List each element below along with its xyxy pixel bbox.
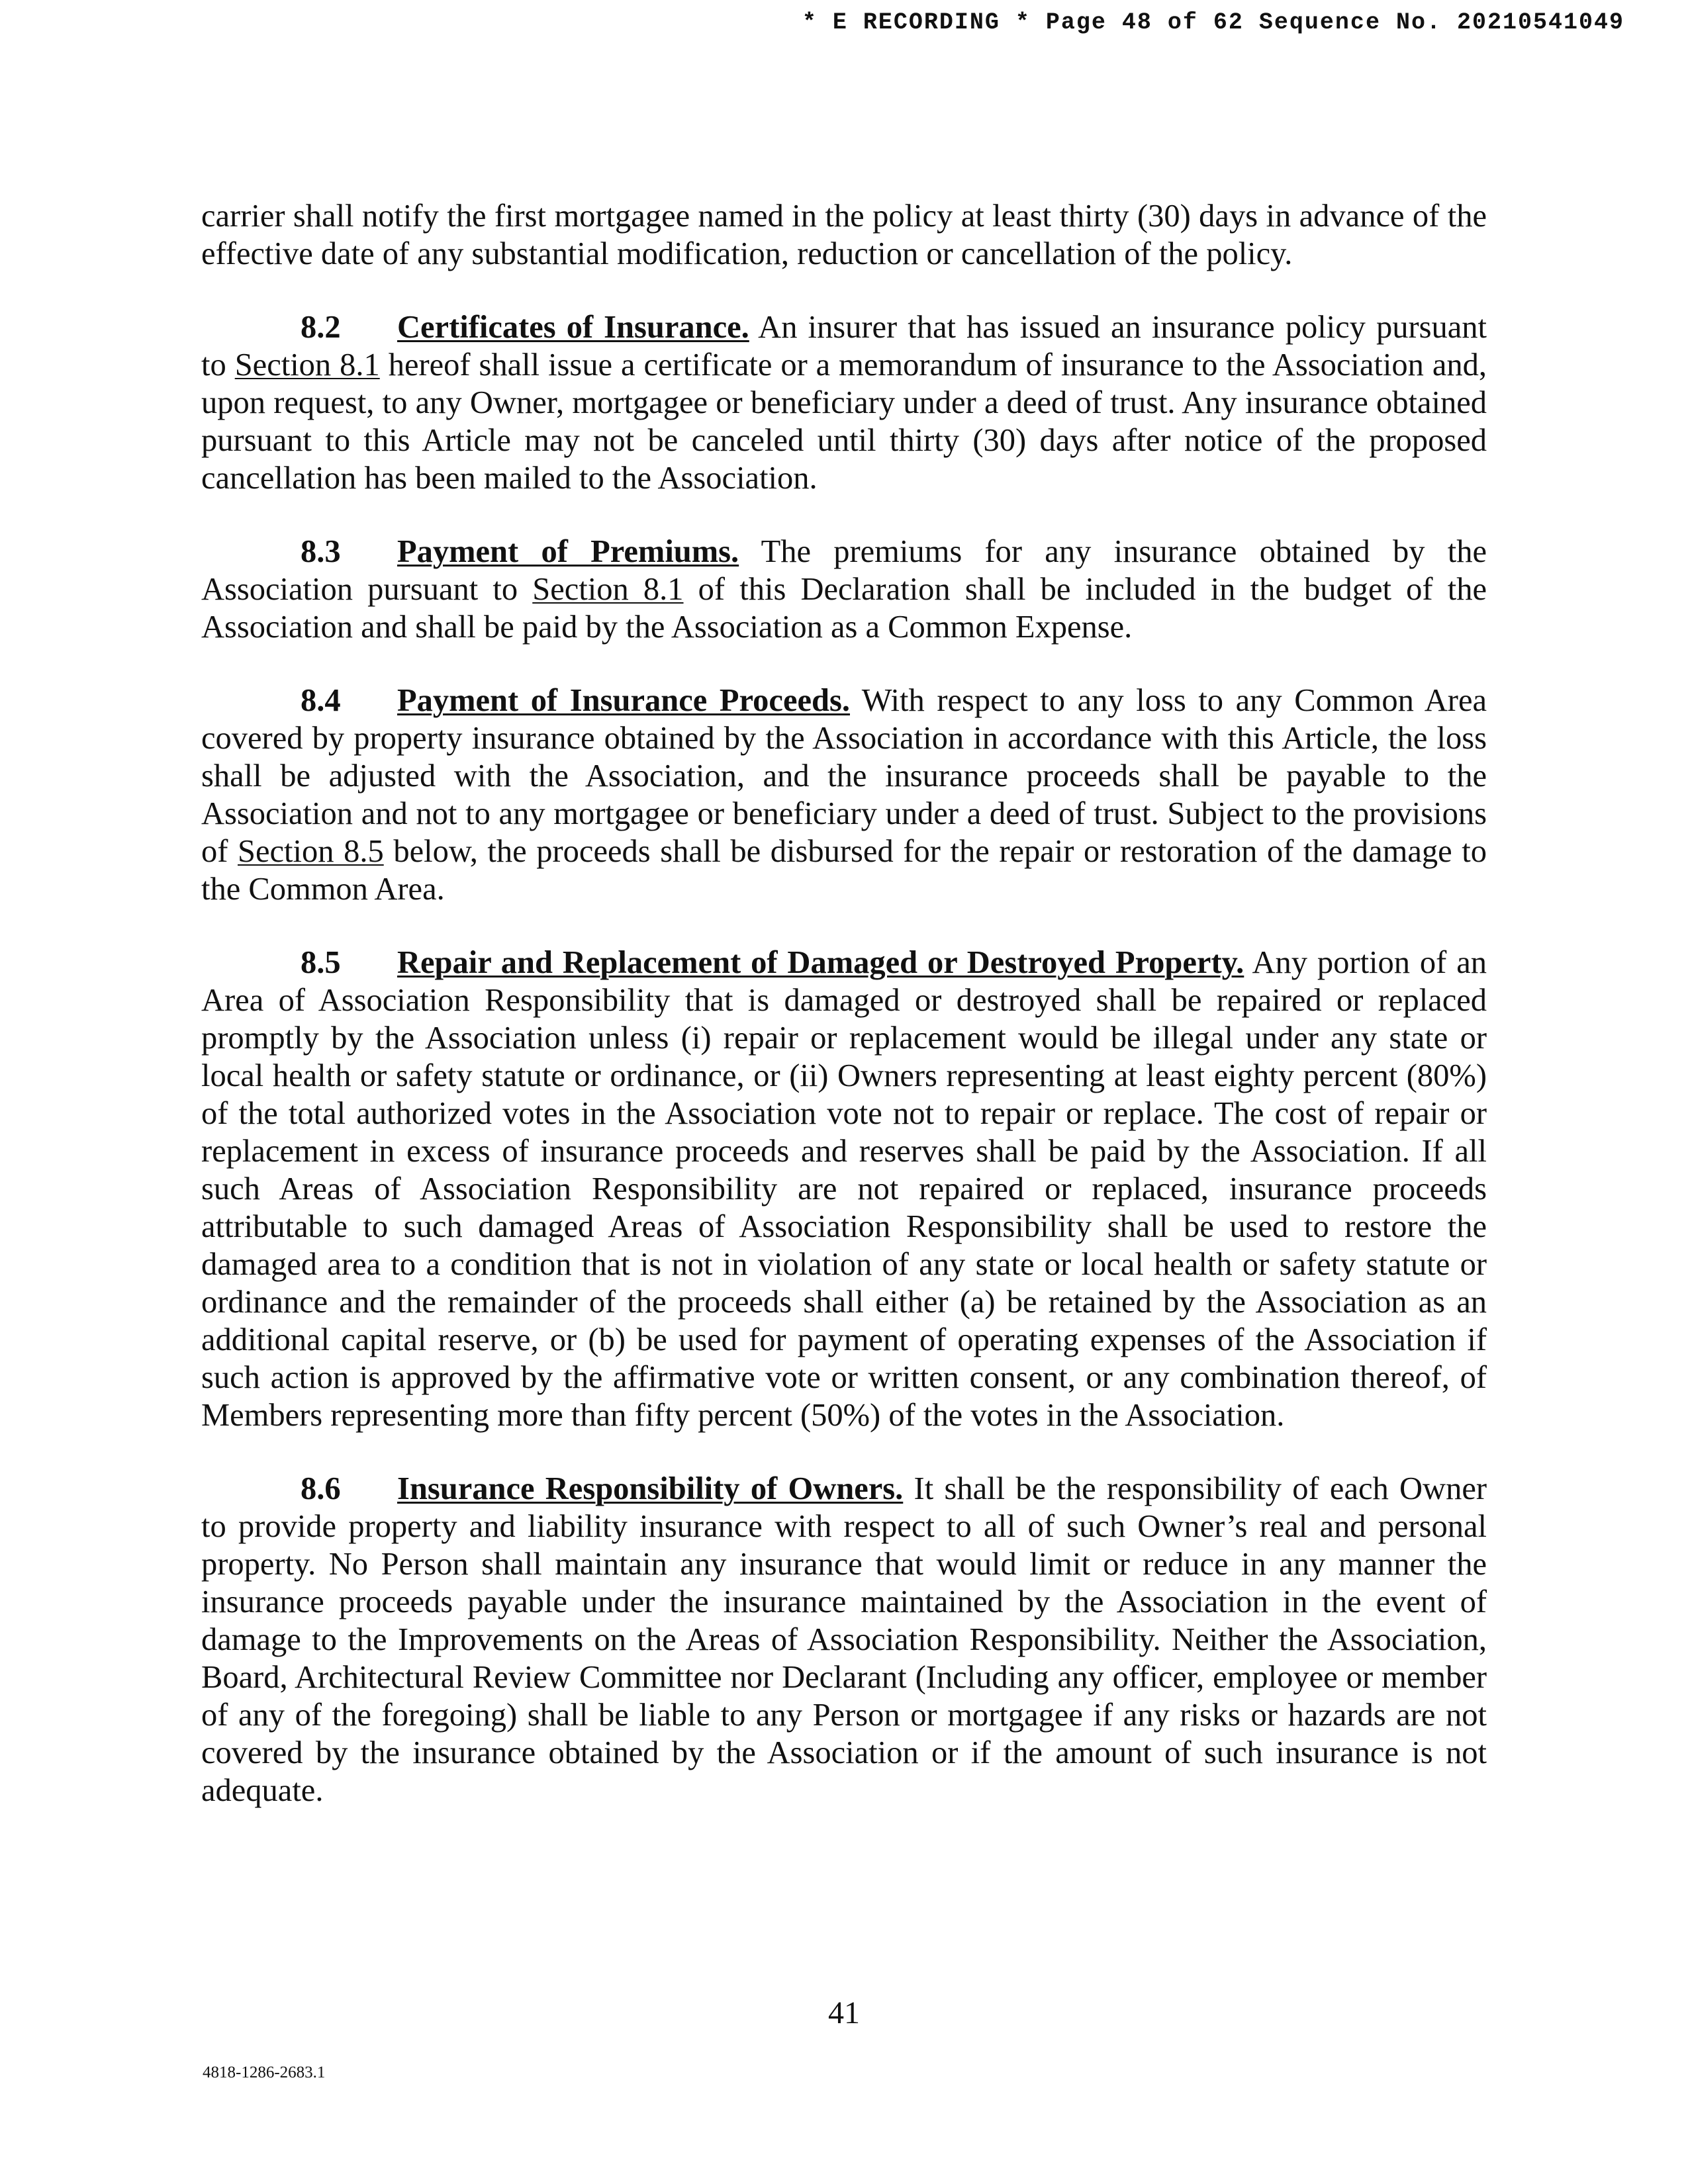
section-heading: Certificates of Insurance. [397, 310, 749, 345]
document-id: 4818-1286-2683.1 [203, 2064, 326, 2081]
section-text: The premiums for any insurance obtained by the Association pursuant to [201, 534, 1487, 607]
section-number: 8.6 [301, 1471, 341, 1506]
section-text: With respect to any loss to any Common Area covered by property insurance obtained by the Association in accordance with this Article, the loss shall be adjusted with the Association, and the insurance proceeds shall be payable to the Association and not to any mortgagee or beneficiary under a deed of trust. Subject to the provisions of [201, 683, 1487, 869]
section-heading: Payment of Premiums. [397, 534, 739, 569]
section-8-6 [201, 1470, 1487, 1809]
section-8-3 [201, 533, 1487, 646]
section-text: An insurer that has issued an insurance policy pursuant to [201, 310, 1487, 383]
continuation-paragraph: carrier shall notify the first mortgagee named in the policy at least thirty (30) days in advance of the effective date of any substantial modification, reduction or cancellation of the policy. [201, 199, 1487, 271]
section-reference: Section 8.1 [532, 572, 684, 607]
section-number: 8.5 [301, 945, 341, 980]
section-heading: Repair and Replacement of Damaged or Destroyed Property. [397, 945, 1244, 980]
section-reference: Section 8.5 [238, 834, 384, 869]
section-number: 8.3 [301, 534, 341, 569]
section-8-2 [201, 308, 1487, 497]
section-text: Any portion of an Area of Association Responsibility that is damaged or destroyed shall be repaired or replaced promptly by the Association unless (i) repair or replacement would be illegal under any state or local health or safety statute or ordinance, or (ii) Owners representing at least eighty percent (80%) of the total authorized votes in the Association vote not to repair or replace. The cost of repair or replacement in excess of insurance proceeds and reserves shall be paid by the Association. If all such Areas of Association Responsibility are not repaired or replaced, insurance proceeds attributable to such damaged Areas of Association Responsibility shall be used to restore the damaged area to a condition that is not in violation of any state or local health or safety statute or ordinance and the remainder of the proceeds shall either (a) be retained by the Association as an additional capital reserve, or (b) be used for payment of operating expenses of the Association if such action is approved by the affirmative vote or written consent, or any combination thereof, of Members representing more than fifty percent (50%) of the votes in the Association. [201, 945, 1487, 1433]
section-heading: Insurance Responsibility of Owners. [397, 1471, 904, 1506]
section-text: below, the proceeds shall be disbursed for the repair or restoration of the damage to the Common Area. [201, 834, 1487, 907]
document-body [201, 197, 1487, 1845]
section-text: It shall be the responsibility of each Owner to provide property and liability insurance with respect to all of such Owner’s real and personal property. No Person shall maintain any insurance that would limit or reduce in any manner the insurance proceeds payable under the insurance maintained by the Association in the event of damage to the Improvements on the Areas of Association Responsibility. Neither the Association, Board, Architectural Review Committee nor Declarant (Including any officer, employee or member of any of the foregoing) shall be liable to any Person or mortgagee if any risks or hazards are not covered by the insurance obtained by the Association or if the amount of such insurance is not adequate. [201, 1471, 1487, 1808]
page-number: 41 [828, 1995, 860, 2030]
recording-header: * E RECORDING * Page 48 of 62 Sequence No. 20210541049 [802, 9, 1624, 36]
section-8-5 [201, 944, 1487, 1434]
section-number: 8.4 [301, 683, 341, 718]
section-text: of this Declaration shall be included in the budget of the Association and shall be paid by the Association as a Common Expense. [201, 572, 1487, 645]
section-heading: Payment of Insurance Proceeds. [397, 683, 850, 718]
section-8-4 [201, 682, 1487, 908]
section-text: hereof shall issue a certificate or a memorandum of insurance to the Association and, upon request, to any Owner, mortgagee or beneficiary under a deed of trust. Any insurance obtained pursuant to this Article may not be canceled until thirty (30) days after notice of the proposed cancellation has been mailed to the Association. [201, 347, 1487, 496]
section-number: 8.2 [301, 310, 341, 345]
section-reference: Section 8.1 [234, 347, 380, 383]
